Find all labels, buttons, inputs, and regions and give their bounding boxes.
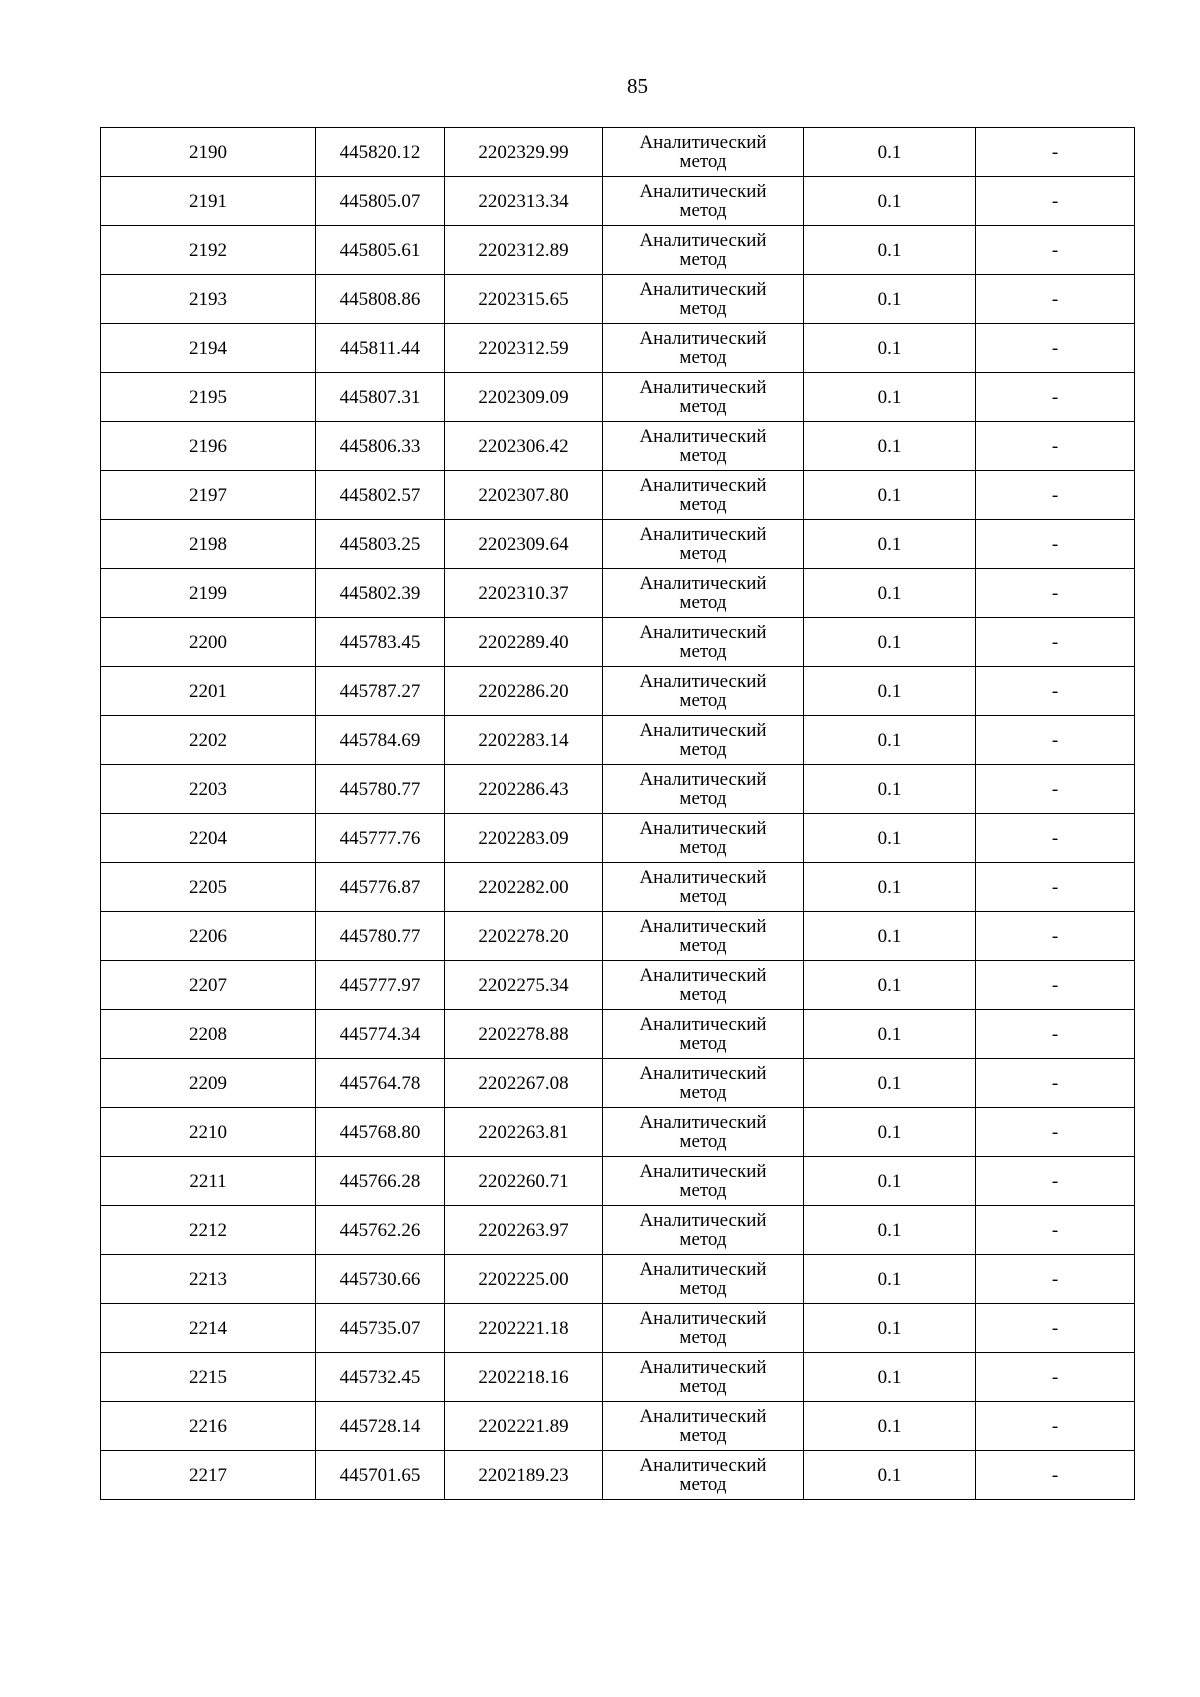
- y-coordinate-cell: 2202315.65: [445, 275, 603, 324]
- point-number-cell: 2209: [101, 1059, 316, 1108]
- method-line-1: Аналитический: [639, 671, 767, 692]
- method-line-2: метод: [679, 200, 727, 221]
- point-number-cell: 2217: [101, 1451, 316, 1500]
- accuracy-cell: 0.1: [804, 1304, 976, 1353]
- method-line-2: метод: [679, 347, 727, 368]
- method-cell: [603, 373, 804, 422]
- table-row: [101, 1255, 1135, 1304]
- method-line-2: метод: [679, 886, 727, 907]
- note-cell: -: [976, 226, 1135, 275]
- x-coordinate-cell: 445762.26: [316, 1206, 445, 1255]
- method-line-1: Аналитический: [639, 916, 767, 937]
- point-number-cell: 2215: [101, 1353, 316, 1402]
- method-line-1: Аналитический: [639, 475, 767, 496]
- x-coordinate-cell: 445803.25: [316, 520, 445, 569]
- method-line-1: Аналитический: [639, 1063, 767, 1084]
- y-coordinate-cell: 2202260.71: [445, 1157, 603, 1206]
- accuracy-cell: 0.1: [804, 226, 976, 275]
- table-row: [101, 863, 1135, 912]
- y-coordinate-cell: 2202275.34: [445, 961, 603, 1010]
- note-cell: -: [976, 667, 1135, 716]
- note-cell: -: [976, 520, 1135, 569]
- accuracy-cell: 0.1: [804, 912, 976, 961]
- method-line-2: метод: [679, 151, 727, 172]
- point-number-cell: 2205: [101, 863, 316, 912]
- method-line-2: метод: [679, 1376, 727, 1397]
- y-coordinate-cell: 2202221.89: [445, 1402, 603, 1451]
- accuracy-cell: 0.1: [804, 716, 976, 765]
- table-row: [101, 1108, 1135, 1157]
- method-line-2: метод: [679, 984, 727, 1005]
- note-cell: -: [976, 324, 1135, 373]
- method-line-2: метод: [679, 1180, 727, 1201]
- note-cell: -: [976, 1402, 1135, 1451]
- method-line-1: Аналитический: [639, 230, 767, 251]
- note-cell: -: [976, 177, 1135, 226]
- note-cell: -: [976, 618, 1135, 667]
- coordinates-table: [100, 127, 1135, 1500]
- method-cell: [603, 1304, 804, 1353]
- point-number-cell: 2197: [101, 471, 316, 520]
- accuracy-cell: 0.1: [804, 520, 976, 569]
- table-row: [101, 1353, 1135, 1402]
- method-cell: [603, 961, 804, 1010]
- accuracy-cell: 0.1: [804, 1010, 976, 1059]
- x-coordinate-cell: 445784.69: [316, 716, 445, 765]
- note-cell: -: [976, 1206, 1135, 1255]
- method-line-1: Аналитический: [639, 867, 767, 888]
- point-number-cell: 2193: [101, 275, 316, 324]
- point-number-cell: 2216: [101, 1402, 316, 1451]
- point-number-cell: 2202: [101, 716, 316, 765]
- x-coordinate-cell: 445764.78: [316, 1059, 445, 1108]
- method-cell: [603, 1255, 804, 1304]
- method-line-1: Аналитический: [639, 1455, 767, 1476]
- note-cell: -: [976, 912, 1135, 961]
- method-line-2: метод: [679, 1327, 727, 1348]
- x-coordinate-cell: 445730.66: [316, 1255, 445, 1304]
- table-row: [101, 1451, 1135, 1500]
- method-line-2: метод: [679, 249, 727, 270]
- y-coordinate-cell: 2202312.89: [445, 226, 603, 275]
- accuracy-cell: 0.1: [804, 1157, 976, 1206]
- x-coordinate-cell: 445728.14: [316, 1402, 445, 1451]
- method-line-1: Аналитический: [639, 1161, 767, 1182]
- method-line-1: Аналитический: [639, 279, 767, 300]
- method-line-2: метод: [679, 641, 727, 662]
- method-cell: [603, 814, 804, 863]
- method-cell: [603, 226, 804, 275]
- point-number-cell: 2204: [101, 814, 316, 863]
- method-line-1: Аналитический: [639, 132, 767, 153]
- note-cell: -: [976, 569, 1135, 618]
- point-number-cell: 2190: [101, 128, 316, 177]
- method-cell: [603, 422, 804, 471]
- method-line-2: метод: [679, 1131, 727, 1152]
- method-line-2: метод: [679, 1082, 727, 1103]
- y-coordinate-cell: 2202267.08: [445, 1059, 603, 1108]
- method-cell: [603, 1108, 804, 1157]
- point-number-cell: 2208: [101, 1010, 316, 1059]
- x-coordinate-cell: 445701.65: [316, 1451, 445, 1500]
- note-cell: -: [976, 128, 1135, 177]
- note-cell: -: [976, 373, 1135, 422]
- point-number-cell: 2195: [101, 373, 316, 422]
- method-cell: [603, 1353, 804, 1402]
- method-cell: [603, 618, 804, 667]
- table-row: [101, 226, 1135, 275]
- x-coordinate-cell: 445780.77: [316, 765, 445, 814]
- table-row: [101, 324, 1135, 373]
- x-coordinate-cell: 445802.57: [316, 471, 445, 520]
- point-number-cell: 2191: [101, 177, 316, 226]
- x-coordinate-cell: 445732.45: [316, 1353, 445, 1402]
- x-coordinate-cell: 445802.39: [316, 569, 445, 618]
- x-coordinate-cell: 445776.87: [316, 863, 445, 912]
- y-coordinate-cell: 2202329.99: [445, 128, 603, 177]
- point-number-cell: 2194: [101, 324, 316, 373]
- method-line-2: метод: [679, 543, 727, 564]
- method-line-2: метод: [679, 1474, 727, 1495]
- accuracy-cell: 0.1: [804, 667, 976, 716]
- method-line-1: Аналитический: [639, 181, 767, 202]
- accuracy-cell: 0.1: [804, 1108, 976, 1157]
- method-line-1: Аналитический: [639, 769, 767, 790]
- y-coordinate-cell: 2202283.09: [445, 814, 603, 863]
- method-line-2: метод: [679, 396, 727, 417]
- method-line-1: Аналитический: [639, 1210, 767, 1231]
- method-line-1: Аналитический: [639, 1259, 767, 1280]
- accuracy-cell: 0.1: [804, 1402, 976, 1451]
- method-line-2: метод: [679, 1425, 727, 1446]
- x-coordinate-cell: 445820.12: [316, 128, 445, 177]
- accuracy-cell: 0.1: [804, 471, 976, 520]
- method-line-1: Аналитический: [639, 1112, 767, 1133]
- accuracy-cell: 0.1: [804, 1353, 976, 1402]
- y-coordinate-cell: 2202286.43: [445, 765, 603, 814]
- accuracy-cell: 0.1: [804, 814, 976, 863]
- method-cell: [603, 1059, 804, 1108]
- note-cell: -: [976, 863, 1135, 912]
- method-line-2: метод: [679, 739, 727, 760]
- table-row: [101, 1304, 1135, 1353]
- accuracy-cell: 0.1: [804, 1255, 976, 1304]
- method-line-1: Аналитический: [639, 573, 767, 594]
- table-row: [101, 961, 1135, 1010]
- point-number-cell: 2196: [101, 422, 316, 471]
- point-number-cell: 2212: [101, 1206, 316, 1255]
- note-cell: -: [976, 1010, 1135, 1059]
- method-cell: [603, 863, 804, 912]
- method-line-1: Аналитический: [639, 720, 767, 741]
- table-row: [101, 667, 1135, 716]
- accuracy-cell: 0.1: [804, 324, 976, 373]
- note-cell: -: [976, 1255, 1135, 1304]
- note-cell: -: [976, 275, 1135, 324]
- x-coordinate-cell: 445735.07: [316, 1304, 445, 1353]
- x-coordinate-cell: 445780.77: [316, 912, 445, 961]
- page-number: 85: [627, 74, 648, 98]
- y-coordinate-cell: 2202310.37: [445, 569, 603, 618]
- method-line-1: Аналитический: [639, 1308, 767, 1329]
- y-coordinate-cell: 2202225.00: [445, 1255, 603, 1304]
- accuracy-cell: 0.1: [804, 177, 976, 226]
- y-coordinate-cell: 2202306.42: [445, 422, 603, 471]
- method-line-2: метод: [679, 690, 727, 711]
- table-row: [101, 765, 1135, 814]
- x-coordinate-cell: 445808.86: [316, 275, 445, 324]
- point-number-cell: 2214: [101, 1304, 316, 1353]
- table-row: [101, 1059, 1135, 1108]
- method-cell: [603, 520, 804, 569]
- method-line-1: Аналитический: [639, 1357, 767, 1378]
- method-cell: [603, 1451, 804, 1500]
- method-line-2: метод: [679, 1229, 727, 1250]
- point-number-cell: 2206: [101, 912, 316, 961]
- method-line-2: метод: [679, 837, 727, 858]
- method-line-1: Аналитический: [639, 818, 767, 839]
- table-row: [101, 1402, 1135, 1451]
- note-cell: -: [976, 1353, 1135, 1402]
- table-row: [101, 373, 1135, 422]
- table-row: [101, 1157, 1135, 1206]
- accuracy-cell: 0.1: [804, 1206, 976, 1255]
- table-row: [101, 1206, 1135, 1255]
- x-coordinate-cell: 445774.34: [316, 1010, 445, 1059]
- y-coordinate-cell: 2202286.20: [445, 667, 603, 716]
- method-line-1: Аналитический: [639, 524, 767, 545]
- y-coordinate-cell: 2202312.59: [445, 324, 603, 373]
- accuracy-cell: 0.1: [804, 765, 976, 814]
- point-number-cell: 2210: [101, 1108, 316, 1157]
- accuracy-cell: 0.1: [804, 1059, 976, 1108]
- method-cell: [603, 912, 804, 961]
- method-cell: [603, 765, 804, 814]
- y-coordinate-cell: 2202189.23: [445, 1451, 603, 1500]
- y-coordinate-cell: 2202309.09: [445, 373, 603, 422]
- method-line-1: Аналитический: [639, 965, 767, 986]
- method-line-1: Аналитический: [639, 328, 767, 349]
- method-line-2: метод: [679, 935, 727, 956]
- note-cell: -: [976, 1108, 1135, 1157]
- y-coordinate-cell: 2202218.16: [445, 1353, 603, 1402]
- note-cell: -: [976, 1451, 1135, 1500]
- table-row: [101, 716, 1135, 765]
- y-coordinate-cell: 2202289.40: [445, 618, 603, 667]
- note-cell: -: [976, 765, 1135, 814]
- x-coordinate-cell: 445783.45: [316, 618, 445, 667]
- accuracy-cell: 0.1: [804, 373, 976, 422]
- table-row: [101, 471, 1135, 520]
- method-cell: [603, 128, 804, 177]
- table-row: [101, 128, 1135, 177]
- method-line-1: Аналитический: [639, 1406, 767, 1427]
- method-line-2: метод: [679, 1033, 727, 1054]
- y-coordinate-cell: 2202282.00: [445, 863, 603, 912]
- method-cell: [603, 1206, 804, 1255]
- table-row: [101, 912, 1135, 961]
- y-coordinate-cell: 2202313.34: [445, 177, 603, 226]
- accuracy-cell: 0.1: [804, 618, 976, 667]
- accuracy-cell: 0.1: [804, 961, 976, 1010]
- y-coordinate-cell: 2202283.14: [445, 716, 603, 765]
- x-coordinate-cell: 445805.61: [316, 226, 445, 275]
- x-coordinate-cell: 445811.44: [316, 324, 445, 373]
- note-cell: -: [976, 422, 1135, 471]
- accuracy-cell: 0.1: [804, 569, 976, 618]
- point-number-cell: 2211: [101, 1157, 316, 1206]
- method-line-2: метод: [679, 445, 727, 466]
- method-line-1: Аналитический: [639, 622, 767, 643]
- table-row: [101, 1010, 1135, 1059]
- method-line-1: Аналитический: [639, 1014, 767, 1035]
- coordinates-table-body: [101, 128, 1135, 1500]
- table-row: [101, 569, 1135, 618]
- note-cell: -: [976, 471, 1135, 520]
- table-row: [101, 618, 1135, 667]
- method-cell: [603, 667, 804, 716]
- point-number-cell: 2213: [101, 1255, 316, 1304]
- method-line-2: метод: [679, 592, 727, 613]
- table-row: [101, 275, 1135, 324]
- y-coordinate-cell: 2202278.20: [445, 912, 603, 961]
- method-cell: [603, 177, 804, 226]
- y-coordinate-cell: 2202309.64: [445, 520, 603, 569]
- point-number-cell: 2207: [101, 961, 316, 1010]
- accuracy-cell: 0.1: [804, 275, 976, 324]
- x-coordinate-cell: 445806.33: [316, 422, 445, 471]
- accuracy-cell: 0.1: [804, 863, 976, 912]
- y-coordinate-cell: 2202263.81: [445, 1108, 603, 1157]
- table-row: [101, 177, 1135, 226]
- table-row: [101, 814, 1135, 863]
- method-line-1: Аналитический: [639, 377, 767, 398]
- point-number-cell: 2200: [101, 618, 316, 667]
- method-cell: [603, 324, 804, 373]
- note-cell: -: [976, 961, 1135, 1010]
- method-cell: [603, 1157, 804, 1206]
- x-coordinate-cell: 445807.31: [316, 373, 445, 422]
- method-cell: [603, 716, 804, 765]
- accuracy-cell: 0.1: [804, 1451, 976, 1500]
- x-coordinate-cell: 445777.97: [316, 961, 445, 1010]
- method-cell: [603, 275, 804, 324]
- method-line-2: метод: [679, 298, 727, 319]
- x-coordinate-cell: 445777.76: [316, 814, 445, 863]
- note-cell: -: [976, 1157, 1135, 1206]
- accuracy-cell: 0.1: [804, 128, 976, 177]
- method-cell: [603, 1402, 804, 1451]
- table-row: [101, 422, 1135, 471]
- method-line-2: метод: [679, 494, 727, 515]
- table-row: [101, 520, 1135, 569]
- point-number-cell: 2192: [101, 226, 316, 275]
- accuracy-cell: 0.1: [804, 422, 976, 471]
- y-coordinate-cell: 2202221.18: [445, 1304, 603, 1353]
- method-line-1: Аналитический: [639, 426, 767, 447]
- method-line-2: метод: [679, 788, 727, 809]
- x-coordinate-cell: 445805.07: [316, 177, 445, 226]
- x-coordinate-cell: 445766.28: [316, 1157, 445, 1206]
- point-number-cell: 2199: [101, 569, 316, 618]
- note-cell: -: [976, 1304, 1135, 1353]
- y-coordinate-cell: 2202278.88: [445, 1010, 603, 1059]
- note-cell: -: [976, 814, 1135, 863]
- y-coordinate-cell: 2202307.80: [445, 471, 603, 520]
- point-number-cell: 2201: [101, 667, 316, 716]
- method-line-2: метод: [679, 1278, 727, 1299]
- method-cell: [603, 471, 804, 520]
- point-number-cell: 2203: [101, 765, 316, 814]
- note-cell: -: [976, 716, 1135, 765]
- x-coordinate-cell: 445768.80: [316, 1108, 445, 1157]
- method-cell: [603, 569, 804, 618]
- point-number-cell: 2198: [101, 520, 316, 569]
- note-cell: -: [976, 1059, 1135, 1108]
- y-coordinate-cell: 2202263.97: [445, 1206, 603, 1255]
- x-coordinate-cell: 445787.27: [316, 667, 445, 716]
- method-cell: [603, 1010, 804, 1059]
